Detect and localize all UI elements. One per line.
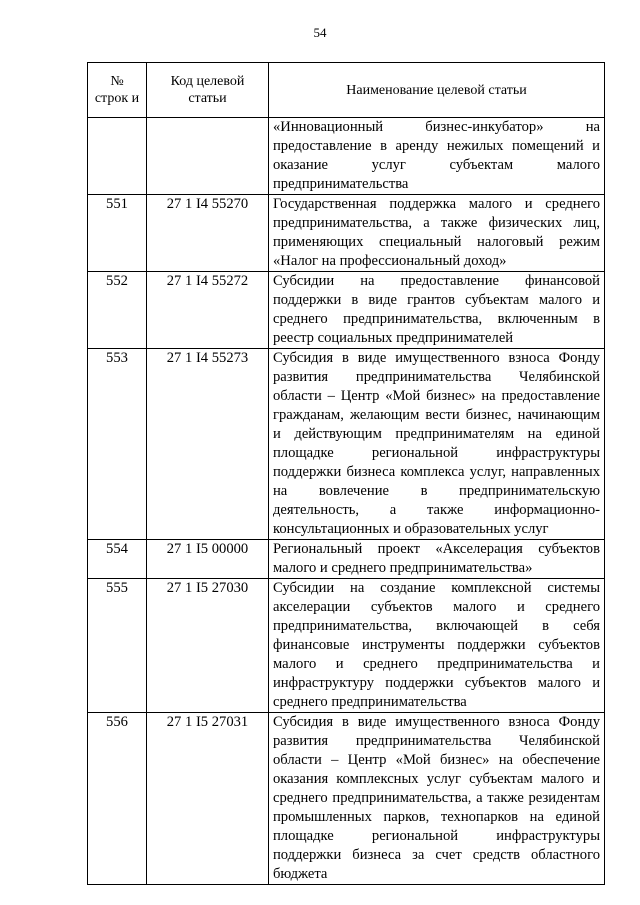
row-number-cell: 553 — [88, 349, 147, 540]
table-row — [88, 579, 605, 713]
target-code-cell: 27 1 I4 55273 — [147, 349, 269, 540]
target-name-cell: Государственная поддержка малого и среднего предпринимательства, а также физических лиц, применяющих специальный налоговый режим «Налог на профессиональный доход» — [269, 195, 605, 272]
target-name-cell: Региональный проект «Акселерация субъектов малого и среднего предпринимательства» — [269, 540, 605, 579]
row-number-cell: 555 — [88, 579, 147, 713]
target-name-cell: Субсидия в виде имущественного взноса Фонду развития предпринимательства Челябинской области – Центр «Мой бизнес» на обеспечение оказания комплексных услуг субъектам малого и среднего предпринимательства, а также резидентам промышленных парков, технопарков на единой площадке региональной инфраструктуры поддержки бизнеса за счет средств областного бюджета — [269, 713, 605, 885]
table-header-row — [88, 63, 605, 118]
header-row-number: № строк и — [88, 63, 147, 118]
header-target-name: Наименование целевой статьи — [269, 63, 605, 118]
table-row — [88, 118, 605, 195]
row-number-cell: 552 — [88, 272, 147, 349]
target-name-cell: Субсидии на создание комплексной системы акселерации субъектов малого и среднего предпринимательства, включающей в себя финансовые инструменты поддержки субъектов малого и среднего предпринимательства и инфраструктуру поддержки субъектов малого и среднего предпринимательства — [269, 579, 605, 713]
table-row — [88, 349, 605, 540]
target-code-cell: 27 1 I5 27031 — [147, 713, 269, 885]
row-number-cell: 551 — [88, 195, 147, 272]
target-code-cell: 27 1 I4 55272 — [147, 272, 269, 349]
row-number-cell: 556 — [88, 713, 147, 885]
target-code-cell: 27 1 I5 27030 — [147, 579, 269, 713]
target-name-cell: «Инновационный бизнес-инкубатор» на предоставление в аренду нежилых помещений и оказание услуг субъектам малого предпринимательства — [269, 118, 605, 195]
table-row — [88, 713, 605, 885]
header-target-code: Код целевой статьи — [147, 63, 269, 118]
target-name-cell: Субсидии на предоставление финансовой поддержки в виде грантов субъектам малого и среднего предпринимательства, включенным в реестр социальных предпринимателей — [269, 272, 605, 349]
page-number: 54 — [313, 25, 327, 40]
budget-classification-table — [87, 62, 605, 885]
row-number-cell: 554 — [88, 540, 147, 579]
target-code-cell: 27 1 I5 00000 — [147, 540, 269, 579]
target-name-cell: Субсидия в виде имущественного взноса Фонду развития предпринимательства Челябинской области – Центр «Мой бизнес» на предоставление гражданам, желающим вести бизнес, начинающим и действующим предпринимателям на единой площадке региональной инфраструктуры поддержки бизнеса комплекса услуг, направленных на вовлечение в предпринимательскую деятельность, а также информационно-консультационных и образовательных услуг — [269, 349, 605, 540]
target-code-cell — [147, 118, 269, 195]
table-row — [88, 195, 605, 272]
row-number-cell — [88, 118, 147, 195]
table-row — [88, 540, 605, 579]
table-row — [88, 272, 605, 349]
target-code-cell: 27 1 I4 55270 — [147, 195, 269, 272]
